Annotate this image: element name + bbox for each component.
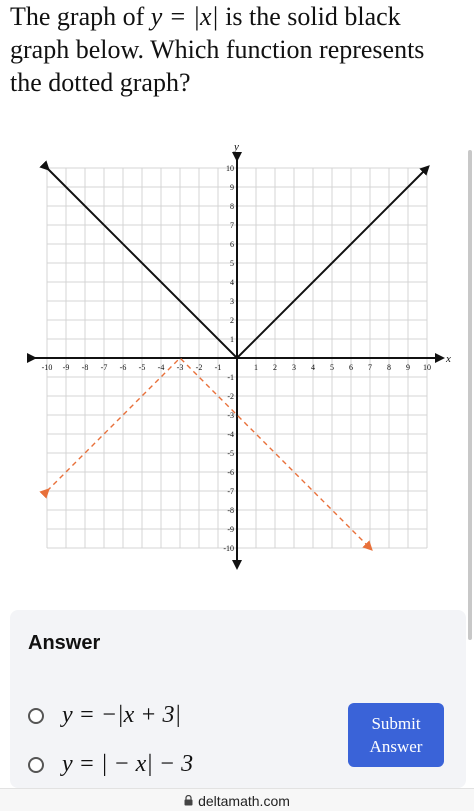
x-tick-label: -9 bbox=[62, 363, 70, 372]
y-tick-label: -6 bbox=[227, 468, 234, 477]
scrollbar[interactable] bbox=[468, 150, 472, 640]
question-suffix: is the solid black graph below. Which function represents the dotted graph? bbox=[10, 2, 425, 97]
x-tick-label: -5 bbox=[138, 363, 146, 372]
option-1-label: y = −|x + 3| bbox=[62, 702, 182, 728]
y-tick-label: 1 bbox=[230, 335, 234, 344]
y-tick-label: -3 bbox=[227, 411, 234, 420]
x-tick-label: -1 bbox=[214, 363, 222, 372]
y-tick-label: -10 bbox=[223, 544, 234, 553]
x-axis-label: x bbox=[446, 353, 451, 365]
question-prefix: The graph of bbox=[10, 2, 151, 31]
lock-icon bbox=[184, 795, 193, 806]
y-tick-label: -5 bbox=[227, 449, 234, 458]
y-tick-label: -8 bbox=[227, 506, 234, 515]
x-tick-label: 3 bbox=[292, 363, 296, 372]
y-tick-label: -2 bbox=[227, 392, 234, 401]
answer-panel bbox=[10, 610, 466, 788]
x-tick-label: -2 bbox=[195, 363, 203, 372]
x-tick-label: 10 bbox=[423, 363, 431, 372]
y-axis-label: y bbox=[234, 141, 239, 153]
x-tick-label: 9 bbox=[406, 363, 410, 372]
x-tick-label: 6 bbox=[349, 363, 353, 372]
x-tick-label: -7 bbox=[100, 363, 108, 372]
x-tick-label: 4 bbox=[311, 363, 315, 372]
radio-option-1[interactable] bbox=[28, 708, 44, 724]
question-math: y = |x| bbox=[150, 2, 219, 31]
y-tick-label: -9 bbox=[227, 525, 234, 534]
question-text bbox=[10, 0, 450, 99]
radio-option-2[interactable] bbox=[28, 757, 44, 773]
answer-title: Answer bbox=[28, 632, 101, 654]
x-tick-label: -10 bbox=[41, 363, 53, 372]
x-tick-label: -4 bbox=[157, 363, 165, 372]
y-tick-label: 6 bbox=[230, 240, 234, 249]
axes bbox=[33, 158, 441, 566]
x-tick-label: -3 bbox=[176, 363, 184, 372]
x-tick-label: 7 bbox=[368, 363, 372, 372]
y-tick-label: -1 bbox=[227, 373, 234, 382]
y-tick-label: 4 bbox=[230, 278, 234, 287]
y-tick-label: -7 bbox=[227, 487, 234, 496]
y-tick-label: 2 bbox=[230, 316, 234, 325]
y-tick-label: 8 bbox=[230, 202, 234, 211]
y-tick-label: 10 bbox=[226, 164, 234, 173]
browser-address-bar[interactable] bbox=[0, 788, 474, 811]
x-tick-label: 8 bbox=[387, 363, 391, 372]
y-tick-label: 5 bbox=[230, 259, 234, 268]
y-tick-label: 9 bbox=[230, 183, 234, 192]
option-1[interactable] bbox=[28, 702, 181, 729]
option-2[interactable] bbox=[28, 751, 193, 778]
y-tick-label: -4 bbox=[227, 430, 234, 439]
coordinate-graph bbox=[0, 130, 474, 580]
submit-answer-button[interactable]: Submit Answer bbox=[348, 703, 444, 767]
option-2-label: y = | − x| − 3 bbox=[62, 751, 194, 777]
x-tick-label: 2 bbox=[273, 363, 277, 372]
y-tick-label: 3 bbox=[230, 297, 234, 306]
x-tick-label: 1 bbox=[254, 363, 258, 372]
x-tick-label: -8 bbox=[81, 363, 89, 372]
x-tick-label: 5 bbox=[330, 363, 334, 372]
x-tick-label: -6 bbox=[119, 363, 127, 372]
y-tick-label: 7 bbox=[230, 221, 234, 230]
url-text: deltamath.com bbox=[198, 792, 290, 809]
